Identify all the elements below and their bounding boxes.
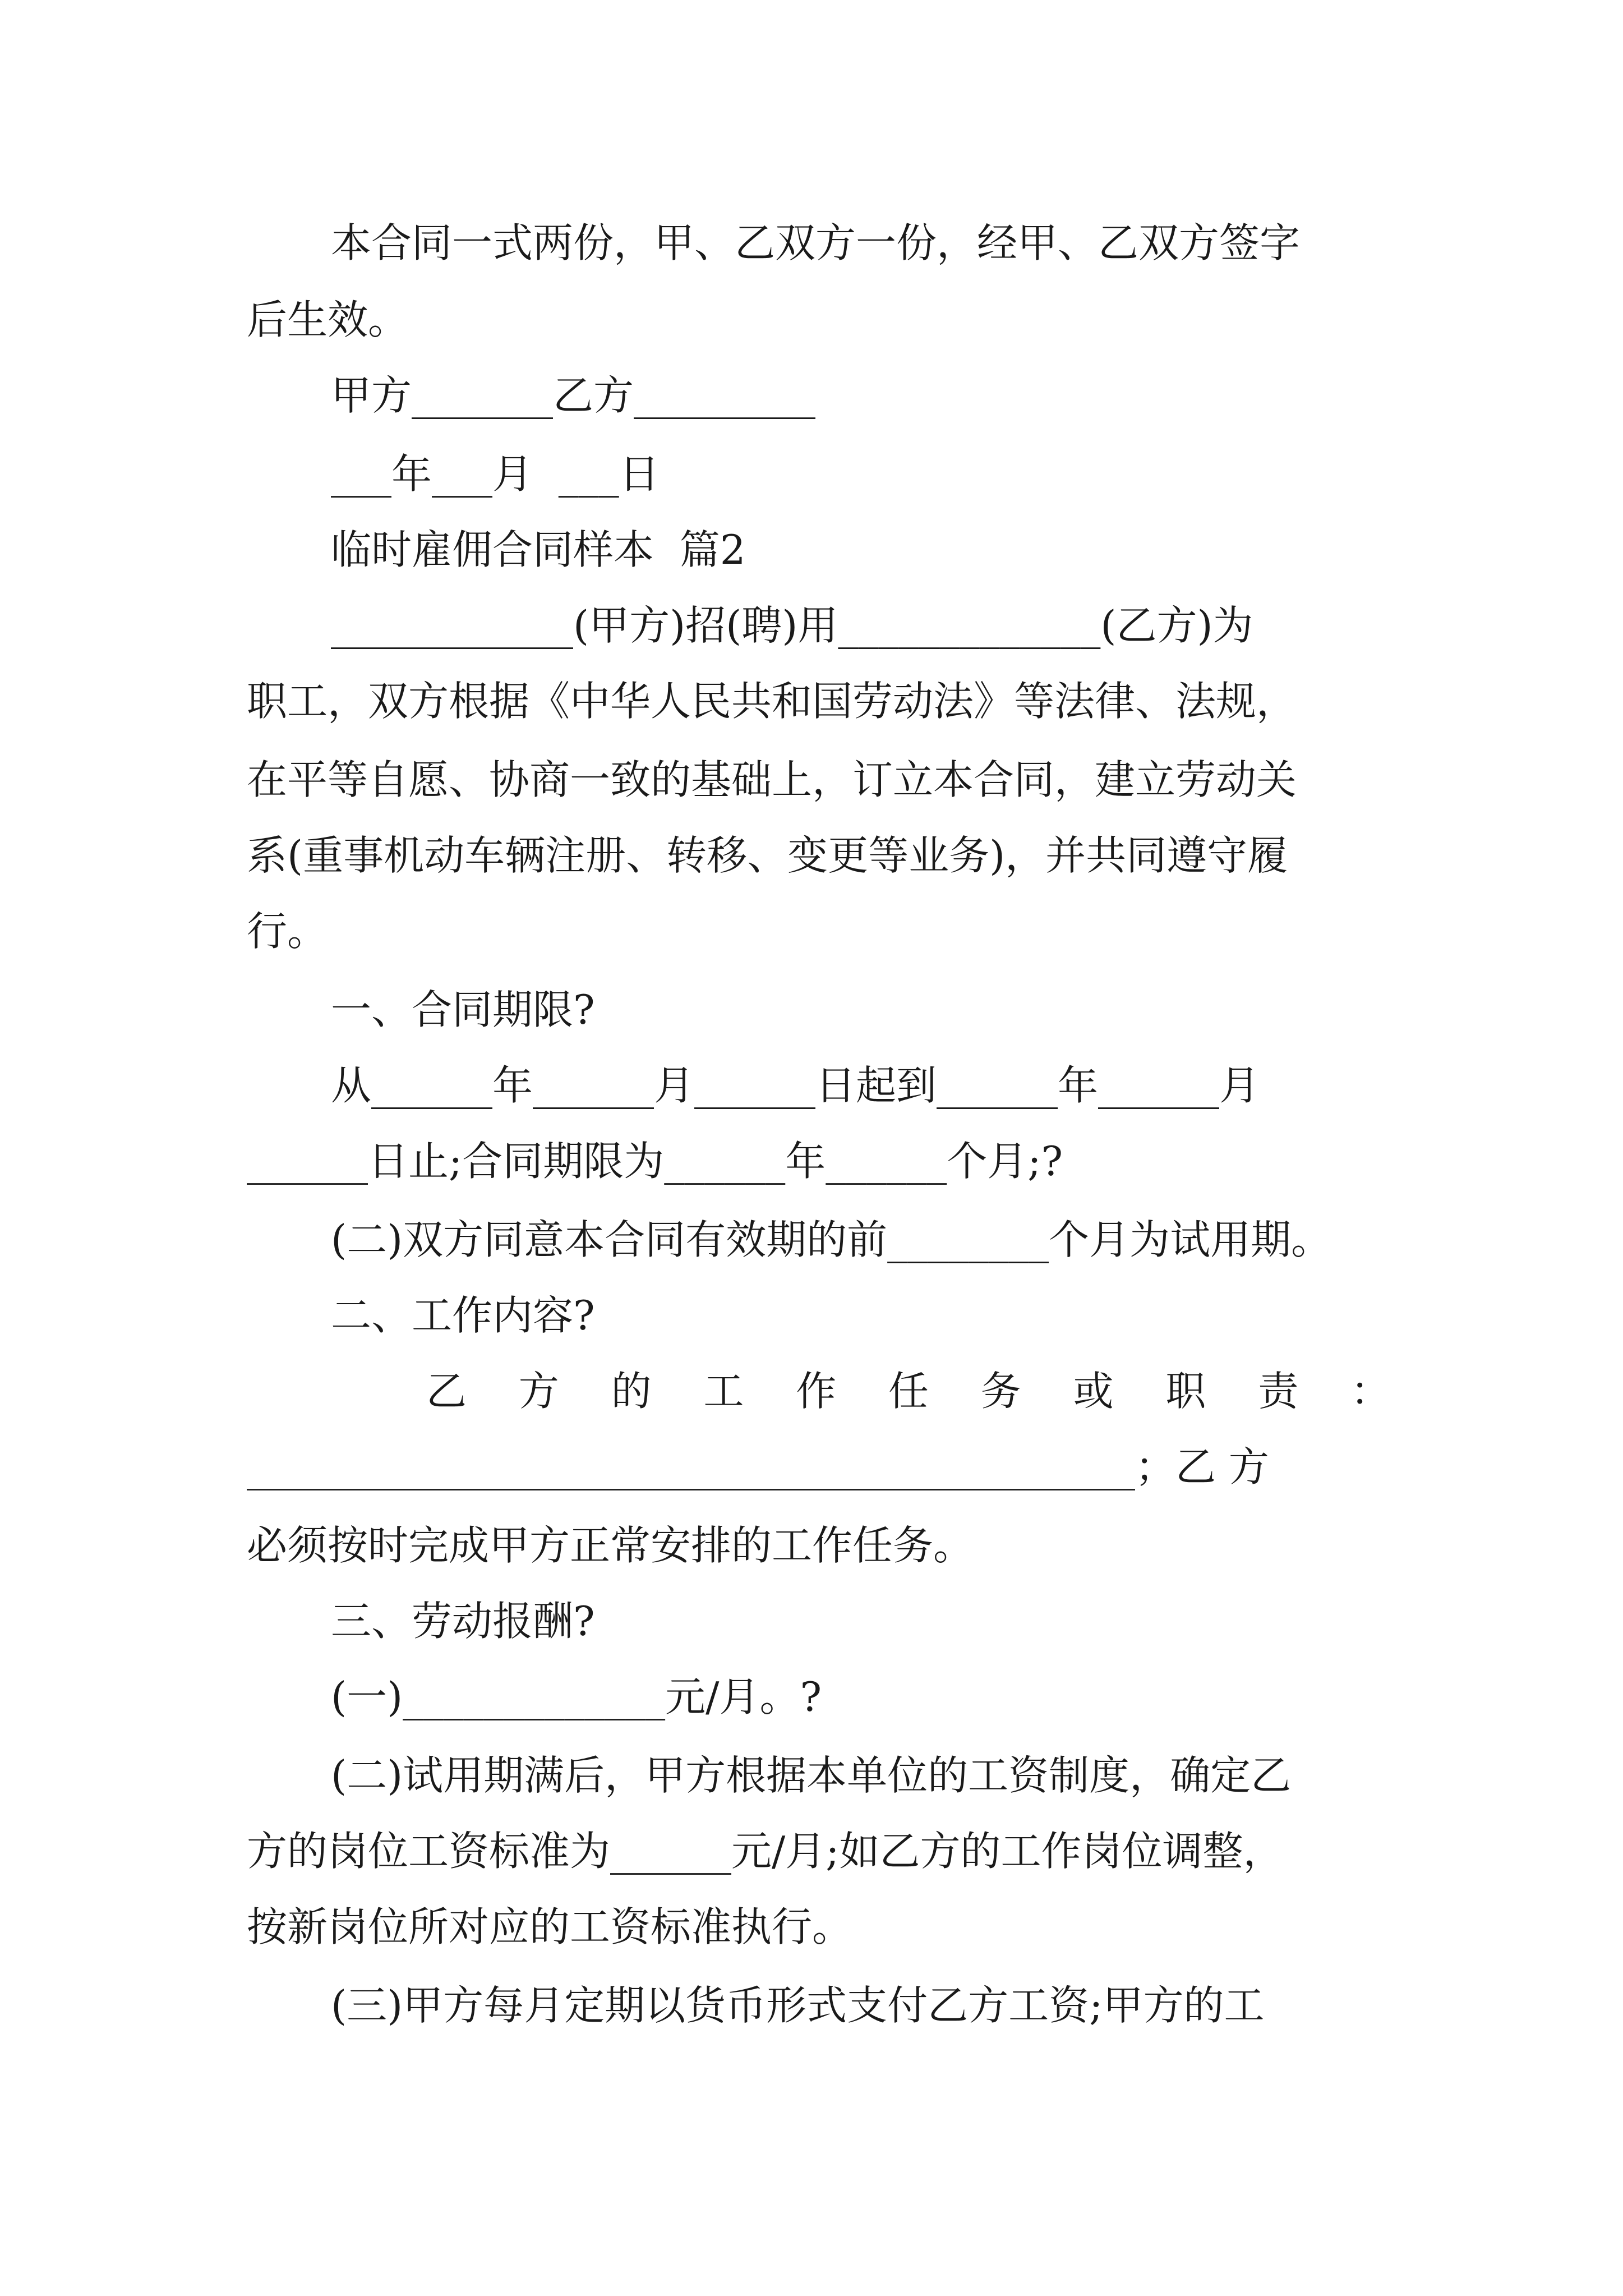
text-line: 在平等自愿、协商一致的基础上，订立本合同，建立劳动关: [247, 756, 1297, 803]
text-line: 后生效。: [247, 296, 409, 343]
text-line: 必须按时完成甲方正常安排的工作任务。: [247, 1522, 974, 1569]
text-line: 乙 方 的 工 作 任 务 或 职 责 ：: [426, 1368, 1391, 1415]
text-line: ____________(甲方)招(聘)用_____________(乙方)为: [331, 602, 1253, 649]
text-line: 系(重事机动车辆注册、转移、变更等业务)，并共同遵守履: [247, 832, 1288, 879]
section-heading: 二、工作内容?: [331, 1292, 595, 1339]
text-line: 本合同一式两份，甲、乙双方一份，经甲、乙双方签字: [331, 219, 1301, 266]
text-line: 从______年______月______日起到______年______月: [331, 1062, 1260, 1109]
text-line: (三)甲方每月定期以货币形式支付乙方工资;甲方的工: [331, 1982, 1265, 2029]
text-line: 职工，双方根据《中华人民共和国劳动法》等法律、法规，: [247, 678, 1297, 725]
text-line: 甲方_______乙方_________: [331, 372, 816, 419]
text-line: (二)试用期满后，甲方根据本单位的工资制度，确定乙: [331, 1752, 1292, 1799]
section-heading: 临时雇佣合同样本 篇2: [331, 526, 746, 573]
text-line: 行。: [247, 908, 328, 955]
text-line: (一)_____________元/月。?: [331, 1673, 822, 1720]
text-line: (二)双方同意本合同有效期的前________个月为试用期。: [331, 1216, 1332, 1263]
text-line: 按新岗位所对应的工资标准执行。: [247, 1903, 853, 1950]
text-line: ____________________________________________；乙 方: [247, 1443, 1269, 1490]
section-heading: 一、合同期限?: [331, 986, 595, 1033]
text-line: ______日止;合同期限为______年______个月;?: [247, 1138, 1063, 1185]
section-heading: 三、劳动报酬?: [331, 1598, 595, 1645]
text-line: 方的岗位工资标准为______元/月;如乙方的工作岗位调整，: [247, 1828, 1284, 1875]
text-line: ___年___月 ___日: [331, 450, 660, 498]
